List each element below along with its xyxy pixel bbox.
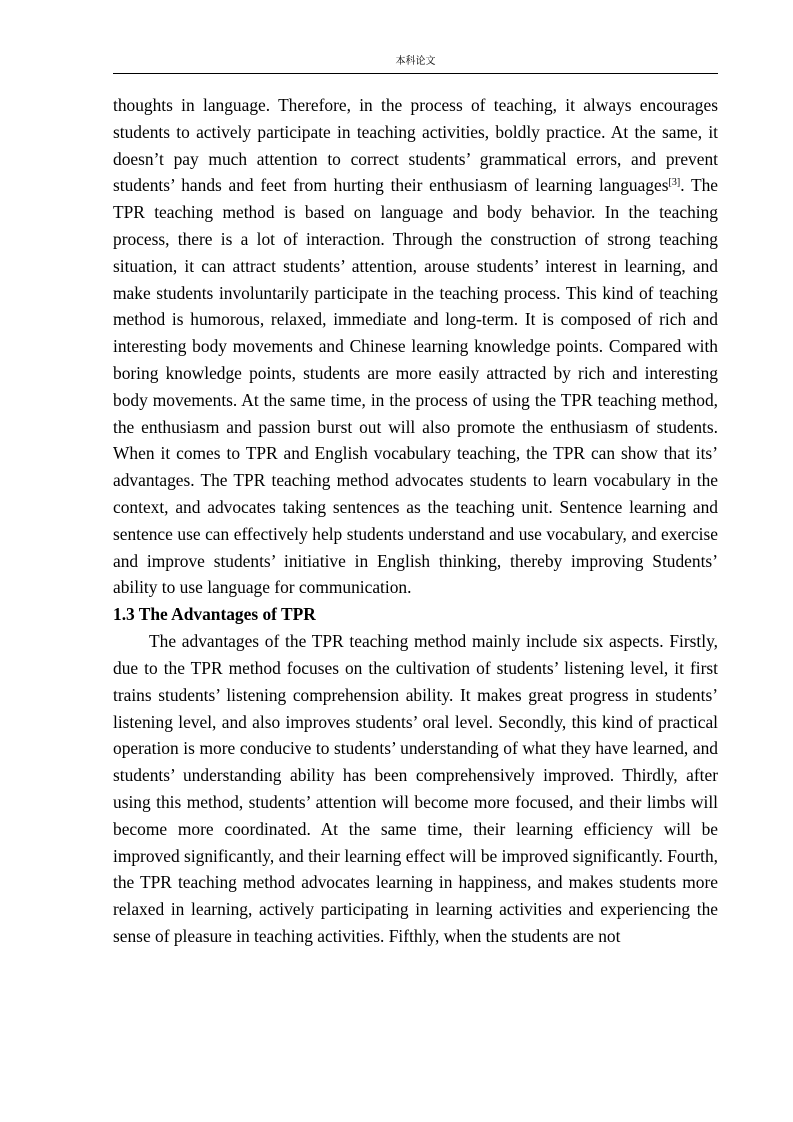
section-heading: 1.3 The Advantages of TPR [113, 604, 316, 625]
page-header: 本科论文 [395, 56, 436, 67]
paragraph-1-text-b: . The TPR teaching method is based on language and body behavior. In the teaching process, there is a lot of interaction. Through the construction of strong teaching situation, it can attract students’ attention, arouse students’ interest in learning, and make students involuntarily participate in the teaching process. This kind of teaching method is humorous, relaxed, immediate and long-term. It is composed of rich and interesting body movements and Chinese learning knowledge points. Compared with boring knowledge points, students are more easily attracted by rich and interesting body movements. At the same time, in the process of using the TPR teaching method, the enthusiasm and passion burst out will also promote the enthusiasm of students. When it comes to TPR and English vocabulary teaching, the TPR can show that its’ advantages. The TPR teaching method advocates students to learn vocabulary in the context, and advocates taking sentences as the teaching unit. Sentence learning and sentence use can effectively help students understand and use vocabulary, and exercise and improve students’ initiative in English thinking, thereby improving Students’ ability to use language for communication. [113, 175, 719, 598]
citation-reference: [3] [668, 177, 681, 189]
paragraph-1-text-a: thoughts in language. Therefore, in the process of teaching, it always encourages students to actively participate in teaching activities, boldly practice. At the same, it doesn’t pay much attention to correct students’ grammatical errors, and prevent students’ hands and feet from hurting their enthusiasm of learning languages [113, 95, 718, 196]
header-rule [113, 73, 718, 74]
page-body [113, 92, 718, 950]
body-paragraph-1 [113, 92, 718, 601]
body-paragraph-2: The advantages of the TPR teaching method mainly include six aspects. Firstly, due to the TPR method focuses on the cultivation of students’ listening level, it first trains students’ listening comprehension ability. It makes great progress in students’ listening level, and also improves students’ oral level. Secondly, this kind of practical operation is more conducive to students’ understanding of what they have learned, and students’ understanding ability has been comprehensively improved. Thirdly, after using this method, students’ attention will become more focused, and their limbs will become more coordinated. At the same time, their learning efficiency will be improved significantly, and their learning effect will be improved significantly. Fourth, the TPR teaching method advocates learning in happiness, and makes students more relaxed in learning, actively participating in learning activities and experiencing the sense of pleasure in teaching activities. Fifthly, when the students are not [113, 631, 718, 946]
